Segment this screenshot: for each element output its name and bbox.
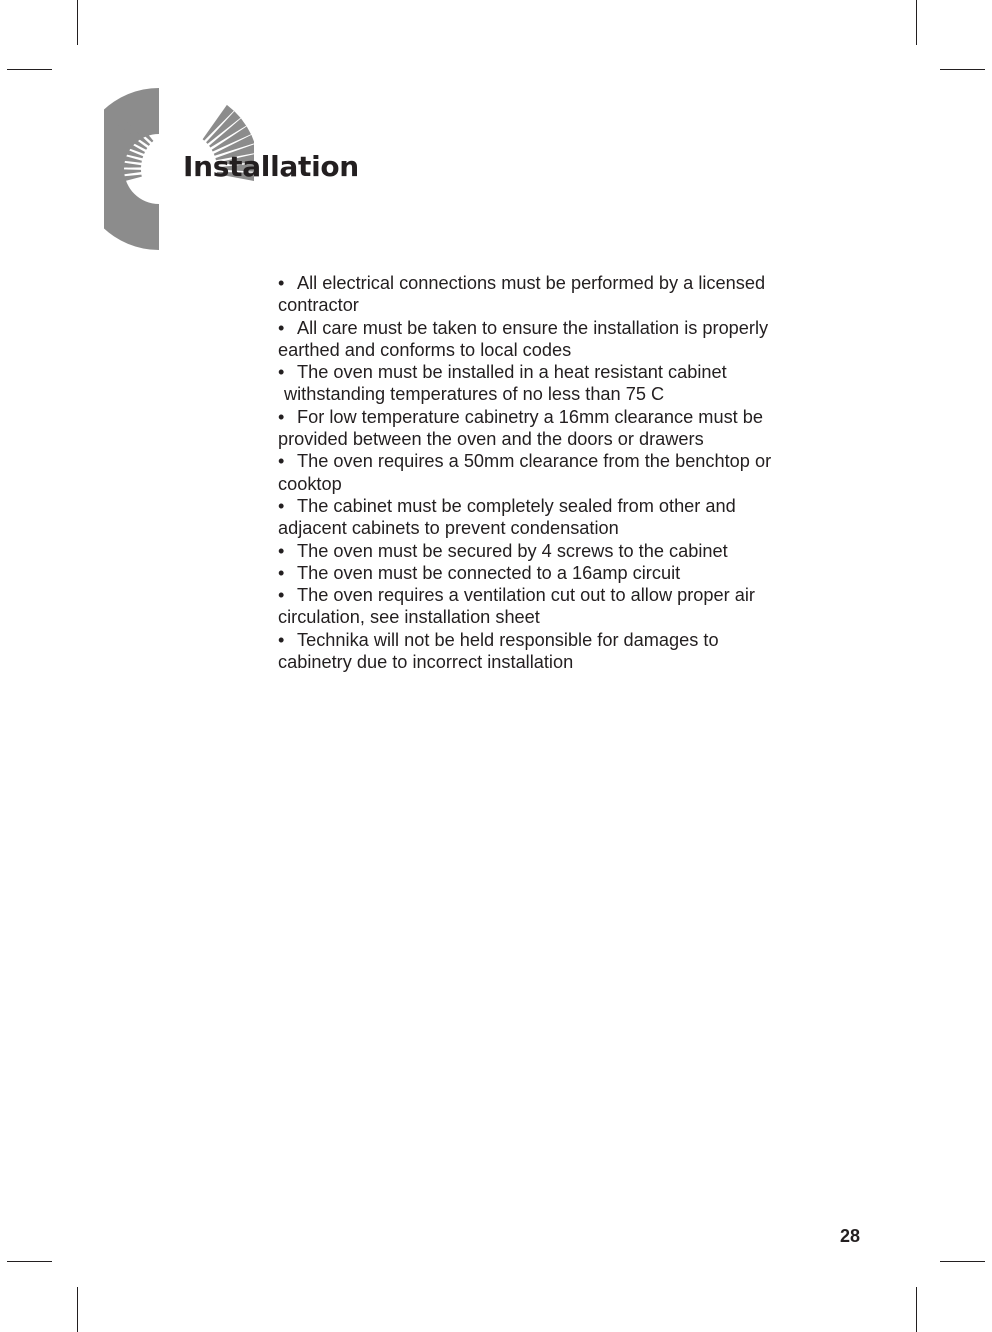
list-item-line xyxy=(278,317,838,339)
list-item-continuation: cabinetry due to incorrect installation xyxy=(278,652,574,673)
list-item-continuation: cooktop xyxy=(278,473,342,494)
crop-mark-bottom-left-h xyxy=(7,1261,52,1262)
list-item-text: The oven must be connected to a 16amp circuit xyxy=(297,562,681,583)
list-item xyxy=(278,629,838,674)
crop-mark-bottom-right xyxy=(916,1287,917,1332)
bullet-icon: • xyxy=(278,273,285,293)
list-item-line xyxy=(278,272,838,294)
section-title: Installation xyxy=(183,150,359,183)
list-item-text: The oven requires a 50mm clearance from the benchtop or xyxy=(297,451,772,472)
list-item xyxy=(278,562,838,584)
list-item-line xyxy=(278,562,838,584)
bullet-icon: • xyxy=(278,317,285,338)
list-item-continuation: provided between the oven and the doors or drawers xyxy=(278,429,704,450)
list-item-text: For low temperature cabinetry a 16mm clearance must be xyxy=(297,406,764,427)
bullet-icon: • xyxy=(278,562,285,583)
list-item-text: The oven must be secured by 4 screws to the cabinet xyxy=(297,540,728,561)
list-item-line xyxy=(278,495,838,517)
list-item xyxy=(278,540,838,562)
list-item-line xyxy=(278,361,838,383)
list-item-text: The oven must be installed in a heat resistant cabinet xyxy=(297,362,727,383)
list-item xyxy=(278,406,838,451)
list-item-continuation: contractor xyxy=(278,295,359,316)
installation-list xyxy=(278,272,838,673)
list-item-text: All electrical connections must be performed by a licensed xyxy=(297,273,766,293)
list-item-text: The oven requires a ventilation cut out to allow proper air xyxy=(297,585,755,606)
crop-mark-top-left-h xyxy=(7,69,52,70)
list-item-text: All care must be taken to ensure the installation is properly xyxy=(297,317,769,338)
list-item xyxy=(278,495,838,540)
bullet-icon: • xyxy=(278,362,285,383)
list-item-line xyxy=(278,406,838,428)
list-item-text: Technika will not be held responsible for damages to xyxy=(297,629,719,650)
list-item-continuation: earthed and conforms to local codes xyxy=(278,339,572,360)
list-item xyxy=(278,584,838,629)
list-item-line xyxy=(278,629,838,651)
page-number: 28 xyxy=(840,1226,861,1246)
bullet-icon: • xyxy=(278,495,285,516)
bullet-icon: • xyxy=(278,585,285,606)
crop-mark-top-right-h xyxy=(940,69,985,70)
crop-mark-bottom-left xyxy=(77,1287,78,1332)
list-item xyxy=(278,361,838,406)
list-item xyxy=(278,272,838,317)
crop-mark-bottom-right-h xyxy=(940,1261,985,1262)
emblem-arc xyxy=(104,88,159,250)
list-item-continuation: withstanding temperatures of no less than 75 C xyxy=(284,384,665,405)
list-item-text: The cabinet must be completely sealed from other and xyxy=(297,495,736,516)
bullet-icon: • xyxy=(278,629,285,650)
list-item-line xyxy=(278,450,838,472)
crop-mark-top-left xyxy=(77,0,78,45)
bullet-icon: • xyxy=(278,451,285,472)
list-item-line xyxy=(278,540,838,562)
list-item xyxy=(278,317,838,362)
list-item-continuation: circulation, see installation sheet xyxy=(278,607,540,628)
bullet-icon: • xyxy=(278,540,285,561)
list-item-continuation: adjacent cabinets to prevent condensation xyxy=(278,518,619,539)
list-item-line xyxy=(278,584,838,606)
crop-mark-top-right xyxy=(916,0,917,45)
bullet-icon: • xyxy=(278,406,285,427)
list-item xyxy=(278,450,838,495)
